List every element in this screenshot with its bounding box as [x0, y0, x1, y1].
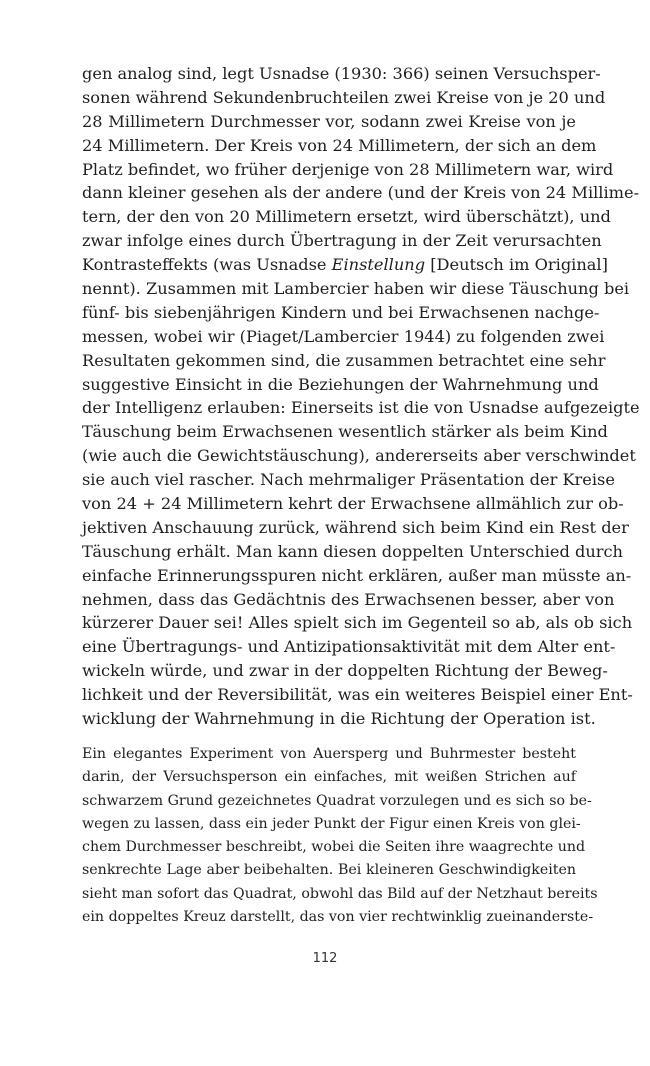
- text-line: messen, wobei wir (Piaget/Lambercier 1944) zu folgenden zwei: [82, 326, 605, 346]
- text-line: Täuschung erhält. Man kann diesen doppelten Unterschied durch: [82, 541, 623, 561]
- text-line: zwar infolge eines durch Übertragung in der Zeit verursachten: [82, 231, 602, 251]
- text-segment: [Deutsch im Original]: [425, 255, 608, 275]
- text-line: sieht man sofort das Quadrat, obwohl das Bild auf der Netzhaut bereits: [82, 885, 598, 902]
- text-line: sie auch viel rascher. Nach mehrmaliger Präsentation der Kreise: [82, 470, 615, 490]
- text-line: sonen während Sekundenbruchteilen zwei Kreise von je 20 und: [82, 87, 606, 107]
- page-number: 112: [312, 951, 338, 966]
- text-line: Täuschung beim Erwachsenen wesentlich stärker als beim Kind: [82, 422, 608, 442]
- text-line: wegen zu lassen, dass ein jeder Punkt der Figur einen Kreis von glei-: [82, 815, 581, 832]
- text-line: (wie auch die Gewichtstäuschung), andererseits aber verschwindet: [82, 446, 636, 466]
- text-line: wicklung der Wahrnehmung in die Richtung der Operation ist.: [82, 709, 596, 729]
- text-line: Resultaten gekommen sind, die zusammen betrachtet eine sehr: [82, 350, 606, 370]
- text-line: kürzerer Dauer sei! Alles spielt sich im Gegenteil so ab, als ob sich: [82, 613, 633, 633]
- text-line-with-italic: [82, 253, 608, 277]
- text-line: Ein elegantes Experiment von Auersperg und Buhrmester besteht: [82, 745, 576, 762]
- text-line: gen analog sind, legt Usnadse (1930: 366) seinen Versuchsper-: [82, 64, 601, 83]
- text-line: Platz befindet, wo früher derjenige von 28 Millimetern war, wird: [82, 159, 614, 179]
- text-line: nennt). Zusammen mit Lambercier haben wir diese Täuschung bei: [82, 279, 630, 299]
- text-line: chem Durchmesser beschreibt, wobei die Seiten ihre waagrechte und: [82, 839, 586, 856]
- text-line: darin, der Versuchsperson ein einfaches, mit weißen Strichen auf: [82, 769, 576, 786]
- text-line: jektiven Anschauung zurück, während sich beim Kind ein Rest der: [82, 517, 629, 537]
- text-line: der Intelligenz erlauben: Einerseits ist die von Usnadse aufgezeigte: [82, 398, 640, 418]
- text-line: senkrechte Lage aber beibehalten. Bei kleineren Geschwindigkeiten: [82, 862, 576, 879]
- text-line: ein doppeltes Kreuz darstellt, das von vier rechtwinklig zueinanderste-: [82, 909, 594, 926]
- text-line: lichkeit und der Reversibilität, was ein weiteres Beispiel einer Ent-: [82, 685, 633, 705]
- italic-term-einstellung: Einstellung: [331, 255, 426, 275]
- text-line: 28 Millimetern Durchmesser vor, sodann zwei Kreise von je: [82, 111, 576, 131]
- text-line: fünf- bis siebenjährigen Kindern und bei Erwachsenen nachge-: [82, 302, 600, 322]
- text-line: eine Übertragungs- und Antizipationsaktivität mit dem Alter ent-: [82, 637, 616, 657]
- text-line: suggestive Einsicht in die Beziehungen der Wahrnehmung und: [82, 374, 599, 394]
- text-line: von 24 + 24 Millimetern kehrt der Erwachsene allmählich zur ob-: [82, 494, 624, 514]
- body-paragraph-auersperg-experiment: [82, 743, 598, 929]
- text-line: wickeln würde, und zwar in der doppelten Richtung der Beweg-: [82, 661, 608, 681]
- text-line: schwarzem Grund gezeichnetes Quadrat vorzulegen und es sich so be-: [82, 792, 592, 809]
- text-line: einfache Erinnerungsspuren nicht erklären, außer man müsste an-: [82, 565, 632, 585]
- text-line: dann kleiner gesehen als der andere (und der Kreis von 24 Millime-: [82, 183, 640, 203]
- page-body: [82, 62, 640, 929]
- text-line: tern, der den von 20 Millimetern ersetzt, wird überschätzt), und: [82, 207, 611, 227]
- text-line: nehmen, dass das Gedächtnis des Erwachsenen besser, aber von: [82, 589, 615, 609]
- text-segment: Kontrasteffekts (was Usnadse: [82, 255, 332, 275]
- text-line: 24 Millimetern. Der Kreis von 24 Millimetern, der sich an dem: [82, 135, 597, 155]
- body-paragraph-usnadse: [82, 62, 640, 731]
